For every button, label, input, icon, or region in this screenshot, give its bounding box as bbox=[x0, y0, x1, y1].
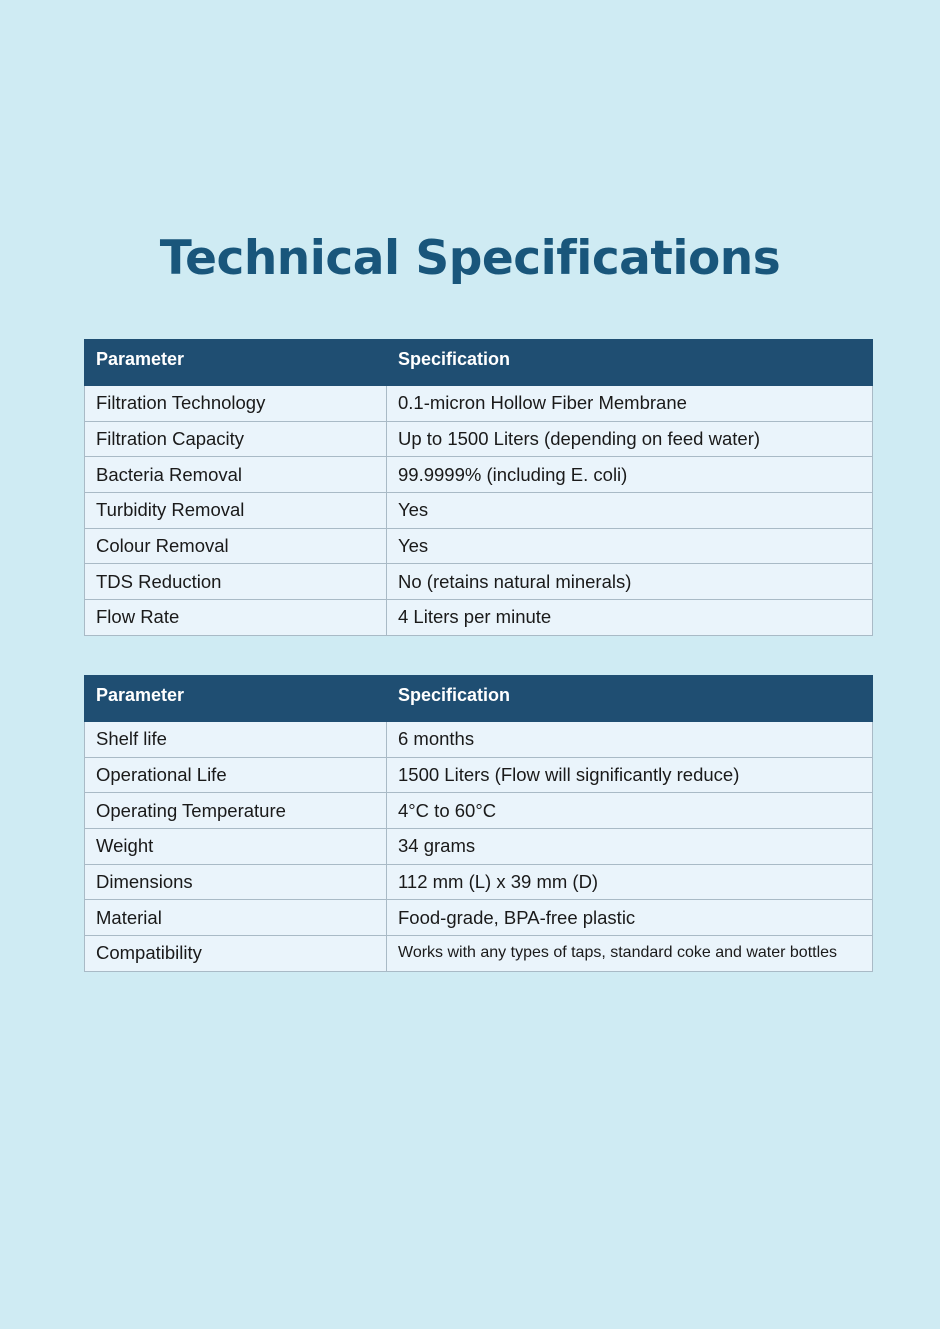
table-row bbox=[85, 457, 873, 493]
specification-cell: Works with any types of taps, standard coke and water bottles bbox=[387, 936, 873, 972]
parameter-cell: Dimensions bbox=[85, 864, 387, 900]
page-title: Technical Specifications bbox=[159, 231, 781, 286]
parameter-cell: Operational Life bbox=[85, 757, 387, 793]
specification-cell: Yes bbox=[387, 528, 873, 564]
specification-cell: Food-grade, BPA-free plastic bbox=[387, 900, 873, 936]
specification-cell: 6 months bbox=[387, 722, 873, 758]
table-row bbox=[85, 900, 873, 936]
table-row bbox=[85, 493, 873, 529]
parameter-cell: Material bbox=[85, 900, 387, 936]
parameter-cell: Colour Removal bbox=[85, 528, 387, 564]
specification-cell: Up to 1500 Liters (depending on feed water) bbox=[387, 421, 873, 457]
table-header-row bbox=[85, 676, 873, 722]
spec-table-2 bbox=[84, 675, 873, 972]
header-parameter: Parameter bbox=[85, 340, 387, 386]
specification-cell: 4 Liters per minute bbox=[387, 600, 873, 636]
specification-cell: 0.1-micron Hollow Fiber Membrane bbox=[387, 386, 873, 422]
table-row bbox=[85, 600, 873, 636]
specification-cell: Yes bbox=[387, 493, 873, 529]
parameter-cell: Operating Temperature bbox=[85, 793, 387, 829]
parameter-cell: Flow Rate bbox=[85, 600, 387, 636]
parameter-cell: Filtration Capacity bbox=[85, 421, 387, 457]
table-row bbox=[85, 564, 873, 600]
table-row bbox=[85, 757, 873, 793]
parameter-cell: Turbidity Removal bbox=[85, 493, 387, 529]
parameter-cell: Weight bbox=[85, 829, 387, 865]
table-row bbox=[85, 936, 873, 972]
specification-cell: 112 mm (L) x 39 mm (D) bbox=[387, 864, 873, 900]
header-specification: Specification bbox=[387, 340, 873, 386]
parameter-cell: Filtration Technology bbox=[85, 386, 387, 422]
specification-cell: 4°C to 60°C bbox=[387, 793, 873, 829]
table-row bbox=[85, 864, 873, 900]
table-row bbox=[85, 386, 873, 422]
table-row bbox=[85, 722, 873, 758]
specification-cell: No (retains natural minerals) bbox=[387, 564, 873, 600]
header-specification: Specification bbox=[387, 676, 873, 722]
table-row bbox=[85, 829, 873, 865]
parameter-cell: Compatibility bbox=[85, 936, 387, 972]
parameter-cell: TDS Reduction bbox=[85, 564, 387, 600]
table-header-row bbox=[85, 340, 873, 386]
specification-cell: 34 grams bbox=[387, 829, 873, 865]
parameter-cell: Shelf life bbox=[85, 722, 387, 758]
header-parameter: Parameter bbox=[85, 676, 387, 722]
table-row bbox=[85, 421, 873, 457]
table-row bbox=[85, 528, 873, 564]
table-row bbox=[85, 793, 873, 829]
spec-table-1 bbox=[84, 339, 873, 636]
parameter-cell: Bacteria Removal bbox=[85, 457, 387, 493]
specification-cell: 1500 Liters (Flow will significantly reduce) bbox=[387, 757, 873, 793]
specification-cell: 99.9999% (including E. coli) bbox=[387, 457, 873, 493]
